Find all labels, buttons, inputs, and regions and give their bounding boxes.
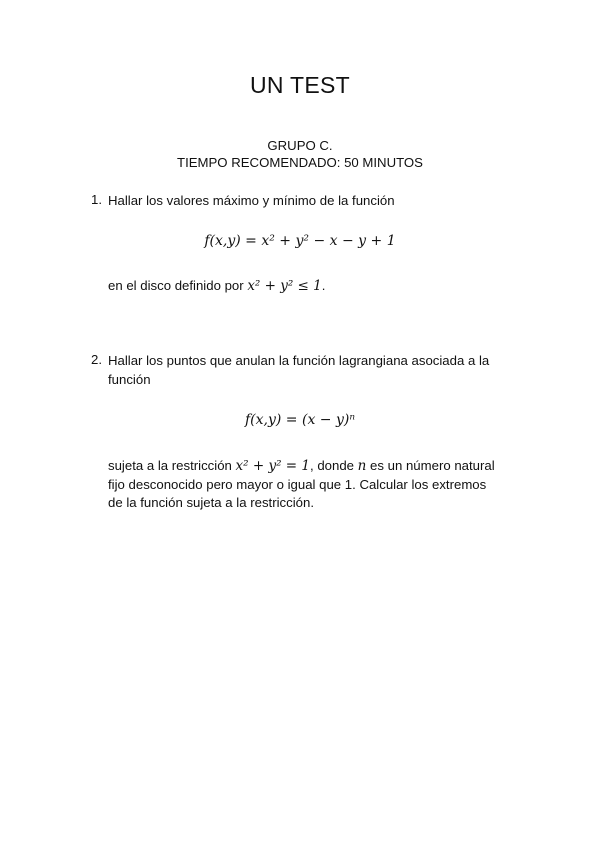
page-title: UN TEST (249, 72, 351, 98)
group-label: GRUPO C. (267, 138, 333, 153)
question-2-body-line3: de la función sujeta a la restricción. (108, 495, 314, 510)
question-1-condition (108, 277, 325, 296)
question-2-text-prefix: sujeta a la restricción (108, 458, 232, 473)
time-label: TIEMPO RECOMENDADO: 50 MINUTOS (177, 155, 423, 170)
question-2-intro (108, 352, 489, 389)
question-1-condition-prefix: en el disco definido por (108, 278, 244, 293)
question-1-formula: f(x,y) = x² + y² − x − y + 1 (204, 233, 396, 249)
question-1-condition-math: x² + y² ≤ 1 (247, 278, 322, 294)
question-1-number: 1. (91, 192, 102, 207)
question-2-body (108, 457, 495, 513)
question-2-text-line1-end: es un número natural (370, 458, 495, 473)
question-2-number: 2. (91, 352, 102, 367)
question-2-body-line2: fijo desconocido pero mayor o igual que 1. Calcular los extremos (108, 476, 487, 492)
question-2-text-var: n (357, 458, 367, 474)
question-2-text-math: x² + y² = 1 (235, 458, 310, 474)
question-1-intro: Hallar los valores máximo y mínimo de la función (108, 193, 395, 208)
question-2-formula: f(x,y) = (x − y)ⁿ (244, 412, 356, 428)
question-2-intro-line2: función (108, 371, 151, 387)
question-1-condition-suffix: . (321, 278, 326, 293)
question-2-text-mid: , donde (310, 458, 354, 473)
question-2-intro-line1: Hallar los puntos que anulan la función lagrangiana asociada a la (108, 353, 490, 368)
question-2-body-line1 (108, 457, 495, 476)
